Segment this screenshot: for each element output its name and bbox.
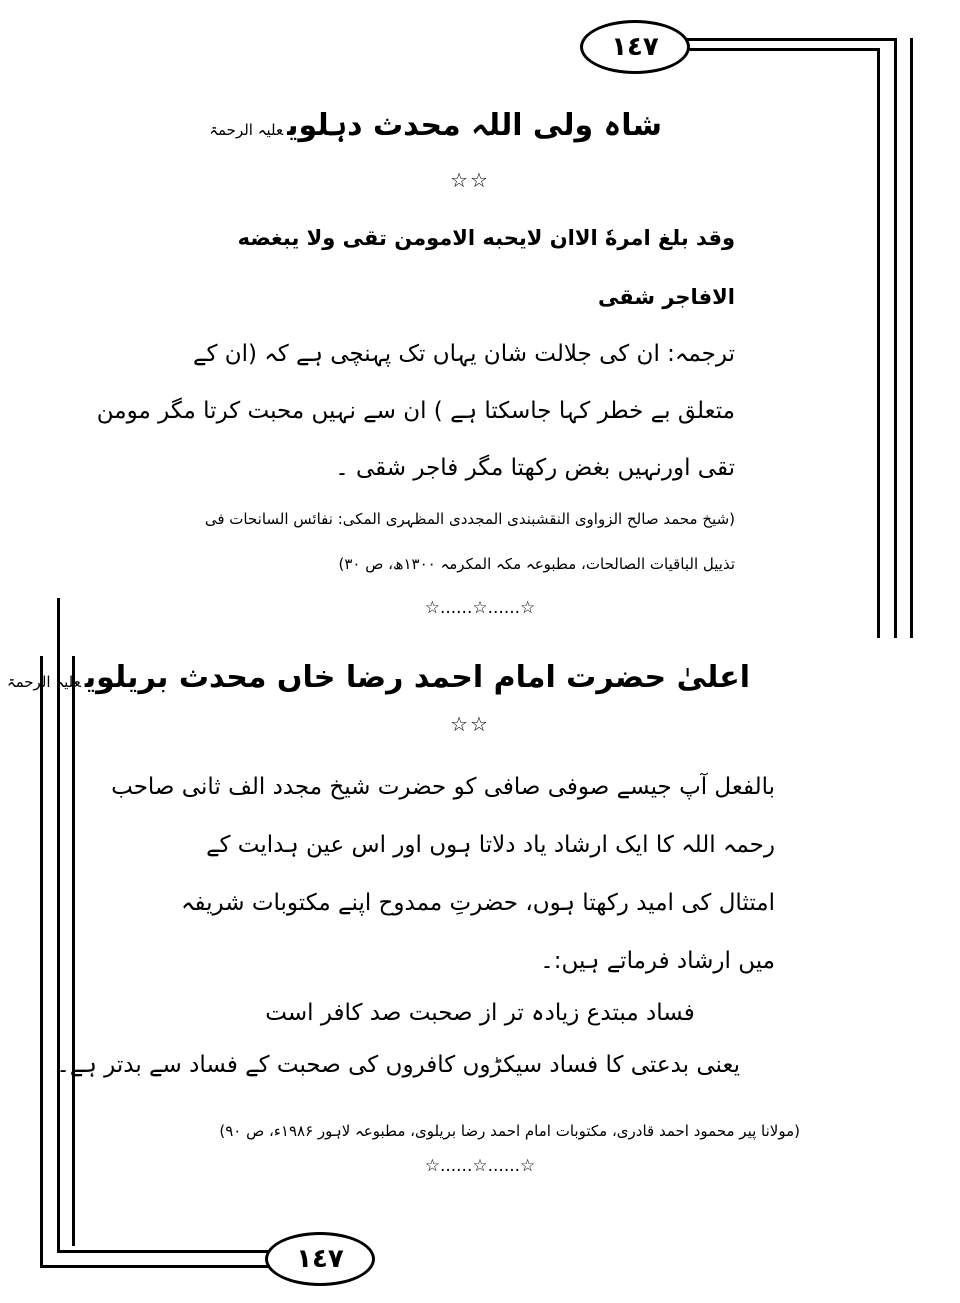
frame-left-line-outer	[40, 656, 43, 1268]
section2-divider: ☆......☆......☆	[424, 1156, 536, 1176]
section2-title	[7, 660, 750, 695]
section1-title	[209, 108, 662, 143]
section2-reference: (مولانا پیر محمود احمد قادری، مکتوبات امام احمد رضا بریلوی، مطبوعہ لاہور ۱۹۸۶ء، ص ۹۰)	[219, 1122, 800, 1140]
section2-title-suffix: علیہ الرحمۃ	[6, 673, 81, 691]
section1-stars: ☆☆	[450, 168, 490, 192]
section2-body-line-2: رحمہ اللہ کا ایک ارشاد یاد دلاتا ہوں اور اس عین ہدایت کے	[206, 832, 775, 858]
section1-arabic-line-2: الافاجر شقی	[598, 285, 735, 309]
frame-right-line-third	[910, 38, 913, 638]
page-number-top: ١٤٧	[580, 20, 690, 74]
section1-translation-line-2: متعلق بے خطر کہا جاسکتا ہے ) ان سے نہیں محبت کرتا مگر مومن	[96, 398, 735, 424]
section1-divider: ☆......☆......☆	[424, 598, 536, 618]
frame-right-line-inner	[877, 48, 880, 638]
section2-title-text: اعلیٰ حضرت امام احمد رضا خاں محدث بریلوی	[84, 660, 750, 695]
section2-stars: ☆☆	[450, 712, 490, 736]
section1-title-text: شاہ ولی اللہ محدث دہلوی	[287, 108, 662, 143]
section1-reference-line-2: تذییل الباقیات الصالحات، مطبوعہ مکہ المکرمہ ۱۳۰۰ھ، ص ۳۰)	[338, 555, 735, 573]
section2-body-line-3: امتثال کی امید رکھتا ہوں، حضرتِ ممدوح اپنے مکتوبات شریفہ	[181, 890, 775, 916]
section1-title-suffix: علیہ الرحمۃ	[209, 121, 284, 139]
section1-reference-line-1: (شیخ محمد صالح الزواوی النقشبندی المجددی المظہری المکی: نفائس السانحات فی	[204, 510, 735, 528]
section2-body-line-4: میں ارشاد فرماتے ہیں:۔	[540, 948, 775, 974]
section2-persian-translation: یعنی بدعتی کا فساد سیکڑوں کافروں کی صحبت کے فساد سے بدتر ہے۔	[56, 1052, 740, 1078]
frame-left-line-third	[72, 656, 75, 1246]
frame-right-line-outer	[894, 38, 897, 638]
section1-translation-line-1: ترجمہ: ان کی جلالت شان یہاں تک پہنچی ہے کہ (ان کے	[192, 341, 735, 367]
section2-persian-line: فساد مبتدع زیادہ تر از صحبت صد کافر است	[265, 1000, 695, 1026]
section1-translation-line-3: تقی اورنہیں بغض رکھتا مگر فاجر شقی ۔	[335, 455, 735, 481]
section2-body-line-1: بالفعل آپ جیسے صوفی صافی کو حضرت شیخ مجدد الف ثانی صاحب	[111, 774, 775, 800]
page-number-bottom: ١٤٧	[265, 1232, 375, 1286]
section1-arabic-line-1: وقد بلغ امرهٗ الاان لایحبه الامومن تقی ولا یبغضه	[237, 226, 735, 250]
frame-left-line-inner	[57, 598, 60, 1253]
